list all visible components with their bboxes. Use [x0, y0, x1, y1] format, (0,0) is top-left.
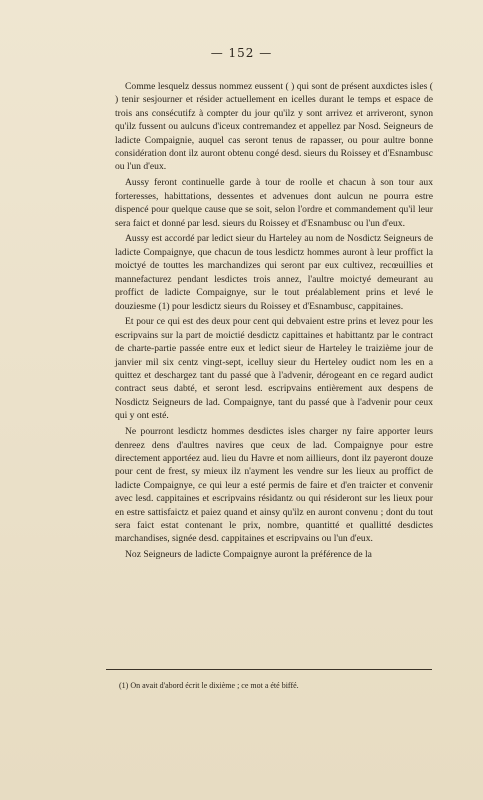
paragraph: Aussy est accordé par ledict sieur du Harteley au nom de Nosdictz Seigneurs de ladicte Compaignye, que chacun de tous lesdictz hommes auront à leur proffict la moictyé de touttes les marchandizes qui seront par eux cultivez, recœuillies et mannefacturez pendant lesdictes trois annez, l'aultre moictyé demeurant au proffict de ladicte Compaignye, sur le tout préalablement prins et levé le douziesme (1) pour lesdictz sieurs du Roissey et d'Esnambusc, cappitaines.: [115, 233, 433, 312]
paragraph: Et pour ce qui est des deux pour cent qui debvaient estre prins et levez pour les escripvains sur la part de moictié desdictz capittaines et habittantz par le contract de charte-partie passée entre eux et ledict sieur de Harteley le traizième jour de janvier mil six centz vingt-sept, icelluy sieur du Herteley oudict nom les en a quittez et deschargez tant du passé que à l'advenir, dérogeant en ce regard audict contract seus dabté, et seront lesd. escripvains entièrement aux despens de Nosdictz Seigneurs de lad. Compaignye, tant du passé que à l'advenir pour ceux qui y ont esté.: [115, 316, 433, 422]
body-text: [115, 80, 433, 564]
footnote-divider: [106, 669, 432, 670]
paragraph: Comme lesquelz dessus nommez eussent ( ) qui sont de présent auxdictes isles ( ) tenir sesjourner et résider actuellement en icelles durant le temps et espace de trois ans consécutifz à compter du jour qu'ilz y sont arrivez et arriveront, synon qu'ilz fussent ou aulcuns d'iceux contremandez et appellez par Nosd. Seigneurs de ladicte Compaignie, auquel cas seront tenus de rapasser, ou pour aultre bonne considération dont ilz auront obtenu congé desd. sieurs du Roissey et d'Esnambusc ou l'un d'eux.: [115, 81, 433, 173]
paragraph: Aussy feront continuelle garde à tour de roolle et chacun à son tour aux forteresses, habittations, dessentes et advenues dont aulcun ne pourra estre dispencé pour quelque cause que se soit, selon l'ordre et commandement qu'il leur sera faict et donné par lesd. sieurs du Roissey et d'Esnambusc ou l'un d'eux.: [115, 177, 433, 229]
paragraph: Noz Seigneurs de ladicte Compaignye auront la préférence de la: [125, 549, 372, 561]
footnote: (1) On avait d'abord écrit le dixième ; ce mot a été biffé.: [119, 681, 299, 690]
page-number: — 152 —: [210, 46, 273, 60]
paragraph: Ne pourront lesdictz hommes desdictes isles charger ny faire apporter leurs denreez dens d'aultres navires que ceux de lad. Compaignye pour estre directement apportéez aud. lieu du Havre et nom aillieurs, dont ilz payeront douze pour cent de frest, sy mieux ilz n'ayment les vendre sur les lieux au proffict de ladicte Compaignye, ce qui leur a esté permis de faire et d'en traicter et convenir avec lesd. cappitaines et escripvains résidantz ou qui résideront sur les lieux pour en estre sattisfaictz et paiez quand et ainsy qu'ilz en auront convenu ; dont du tout sera faict estat contenant le prix, nombre, quantitté et quallitté desdictes marchandises, signée desd. cappitaines et escripvains ou l'un d'eux.: [115, 426, 433, 545]
